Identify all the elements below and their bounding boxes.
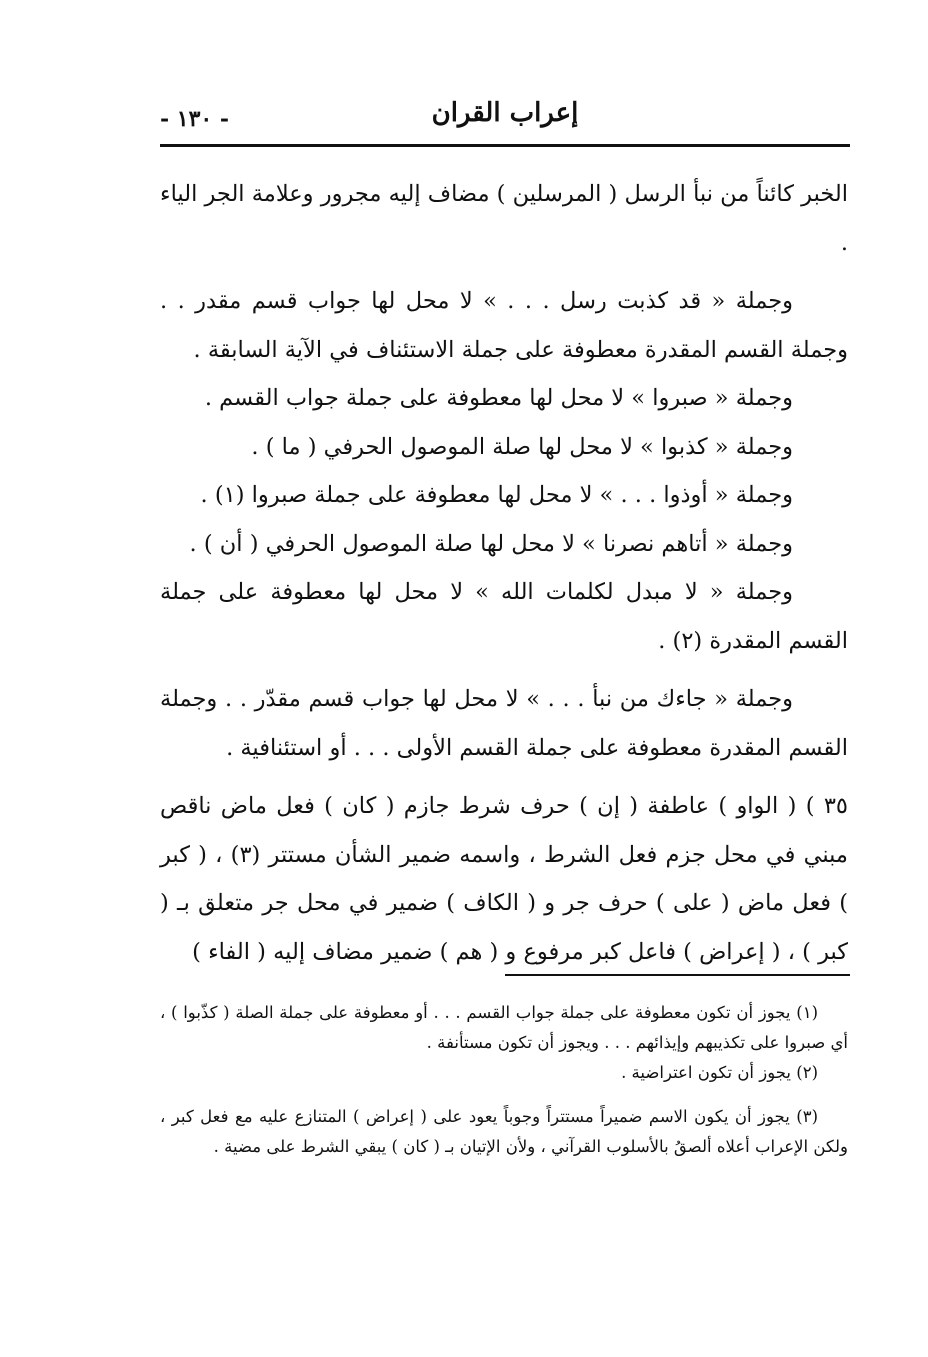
footnote-2: (٢) يجوز أن تكون اعتراضية . <box>621 1063 818 1082</box>
paragraph-7: وجملة « لا مبدل لكلمات الله » لا محل لها معطوفة على جملة القسم المقدرة (٢) . <box>160 579 848 654</box>
footnote-1: (١) يجوز أن تكون معطوفة على جملة جواب القسم . . . أو معطوفة على جملة الصلة ( كذّبوا ) ، أي صبروا على تكذيبهم وإيذائهم . . . ويجوز أن تكون مستأنفة . <box>160 1003 848 1052</box>
paragraph-8: وجملة « جاءك من نبأ . . . » لا محل لها جواب قسم مقدّر . . وجملة القسم المقدرة معطوفة على جملة القسم الأولى . . . أو استئنافية . <box>160 686 848 761</box>
paragraph-4: وجملة « كذبوا » لا محل لها صلة الموصول الحرفي ( ما ) . <box>251 433 793 460</box>
paragraph-5: وجملة « أوذوا . . . » لا محل لها معطوفة على جملة صبروا (١) . <box>200 482 793 508</box>
main-text <box>160 170 848 976</box>
page-number: - ١٣٠ - <box>160 106 230 132</box>
paragraph-9: ٣٥ ) ( الواو ) عاطفة ( إن ) حرف شرط جازم ( كان ) فعل ماض ناقص مبني في محل جزم فعل الشرط ، واسمه ضمير الشأن مستتر (٣) ، ( كبر ) فعل ماض ( على ) حرف جر و ( الكاف ) ضمير في محل جر متعلق بـ ( كبر ) ، ( إعراض ) فاعل كبر مرفوع و ( هم ) ضمير مضاف إليه ( الفاء ) <box>160 793 848 965</box>
footnote-rule <box>505 974 850 976</box>
footnote-3: (٣) يجوز أن يكون الاسم ضميراً مستتراً وجوباً يعود على ( إعراض ) المتنازع عليه مع فعل كبر ، ولكن الإعراب أعلاه ألصقُ بالأسلوب القرآني ، ولأن الإتيان بـ ( كان ) يبقي الشرط على مضية . <box>160 1107 848 1156</box>
paragraph-3: وجملة « صبروا » لا محل لها معطوفة على جملة جواب القسم . <box>204 385 793 411</box>
page-header <box>160 98 850 138</box>
header-rule <box>160 144 850 147</box>
footnotes <box>160 998 848 1162</box>
paragraph-6: وجملة « أتاهم نصرنا » لا محل لها صلة الموصول الحرفي ( أن ) . <box>189 530 793 557</box>
paragraph-1: الخبر كائناً من نبأ الرسل ( المرسلين ) مضاف إليه مجرور وعلامة الجر الياء . <box>160 181 848 256</box>
paragraph-2: وجملة « قد كذبت رسل . . . » لا محل لها جواب قسم مقدر . . وجملة القسم المقدرة معطوفة على جملة الاستئناف في الآية السابقة . <box>160 288 848 363</box>
running-title: إعراب القران <box>431 98 579 128</box>
